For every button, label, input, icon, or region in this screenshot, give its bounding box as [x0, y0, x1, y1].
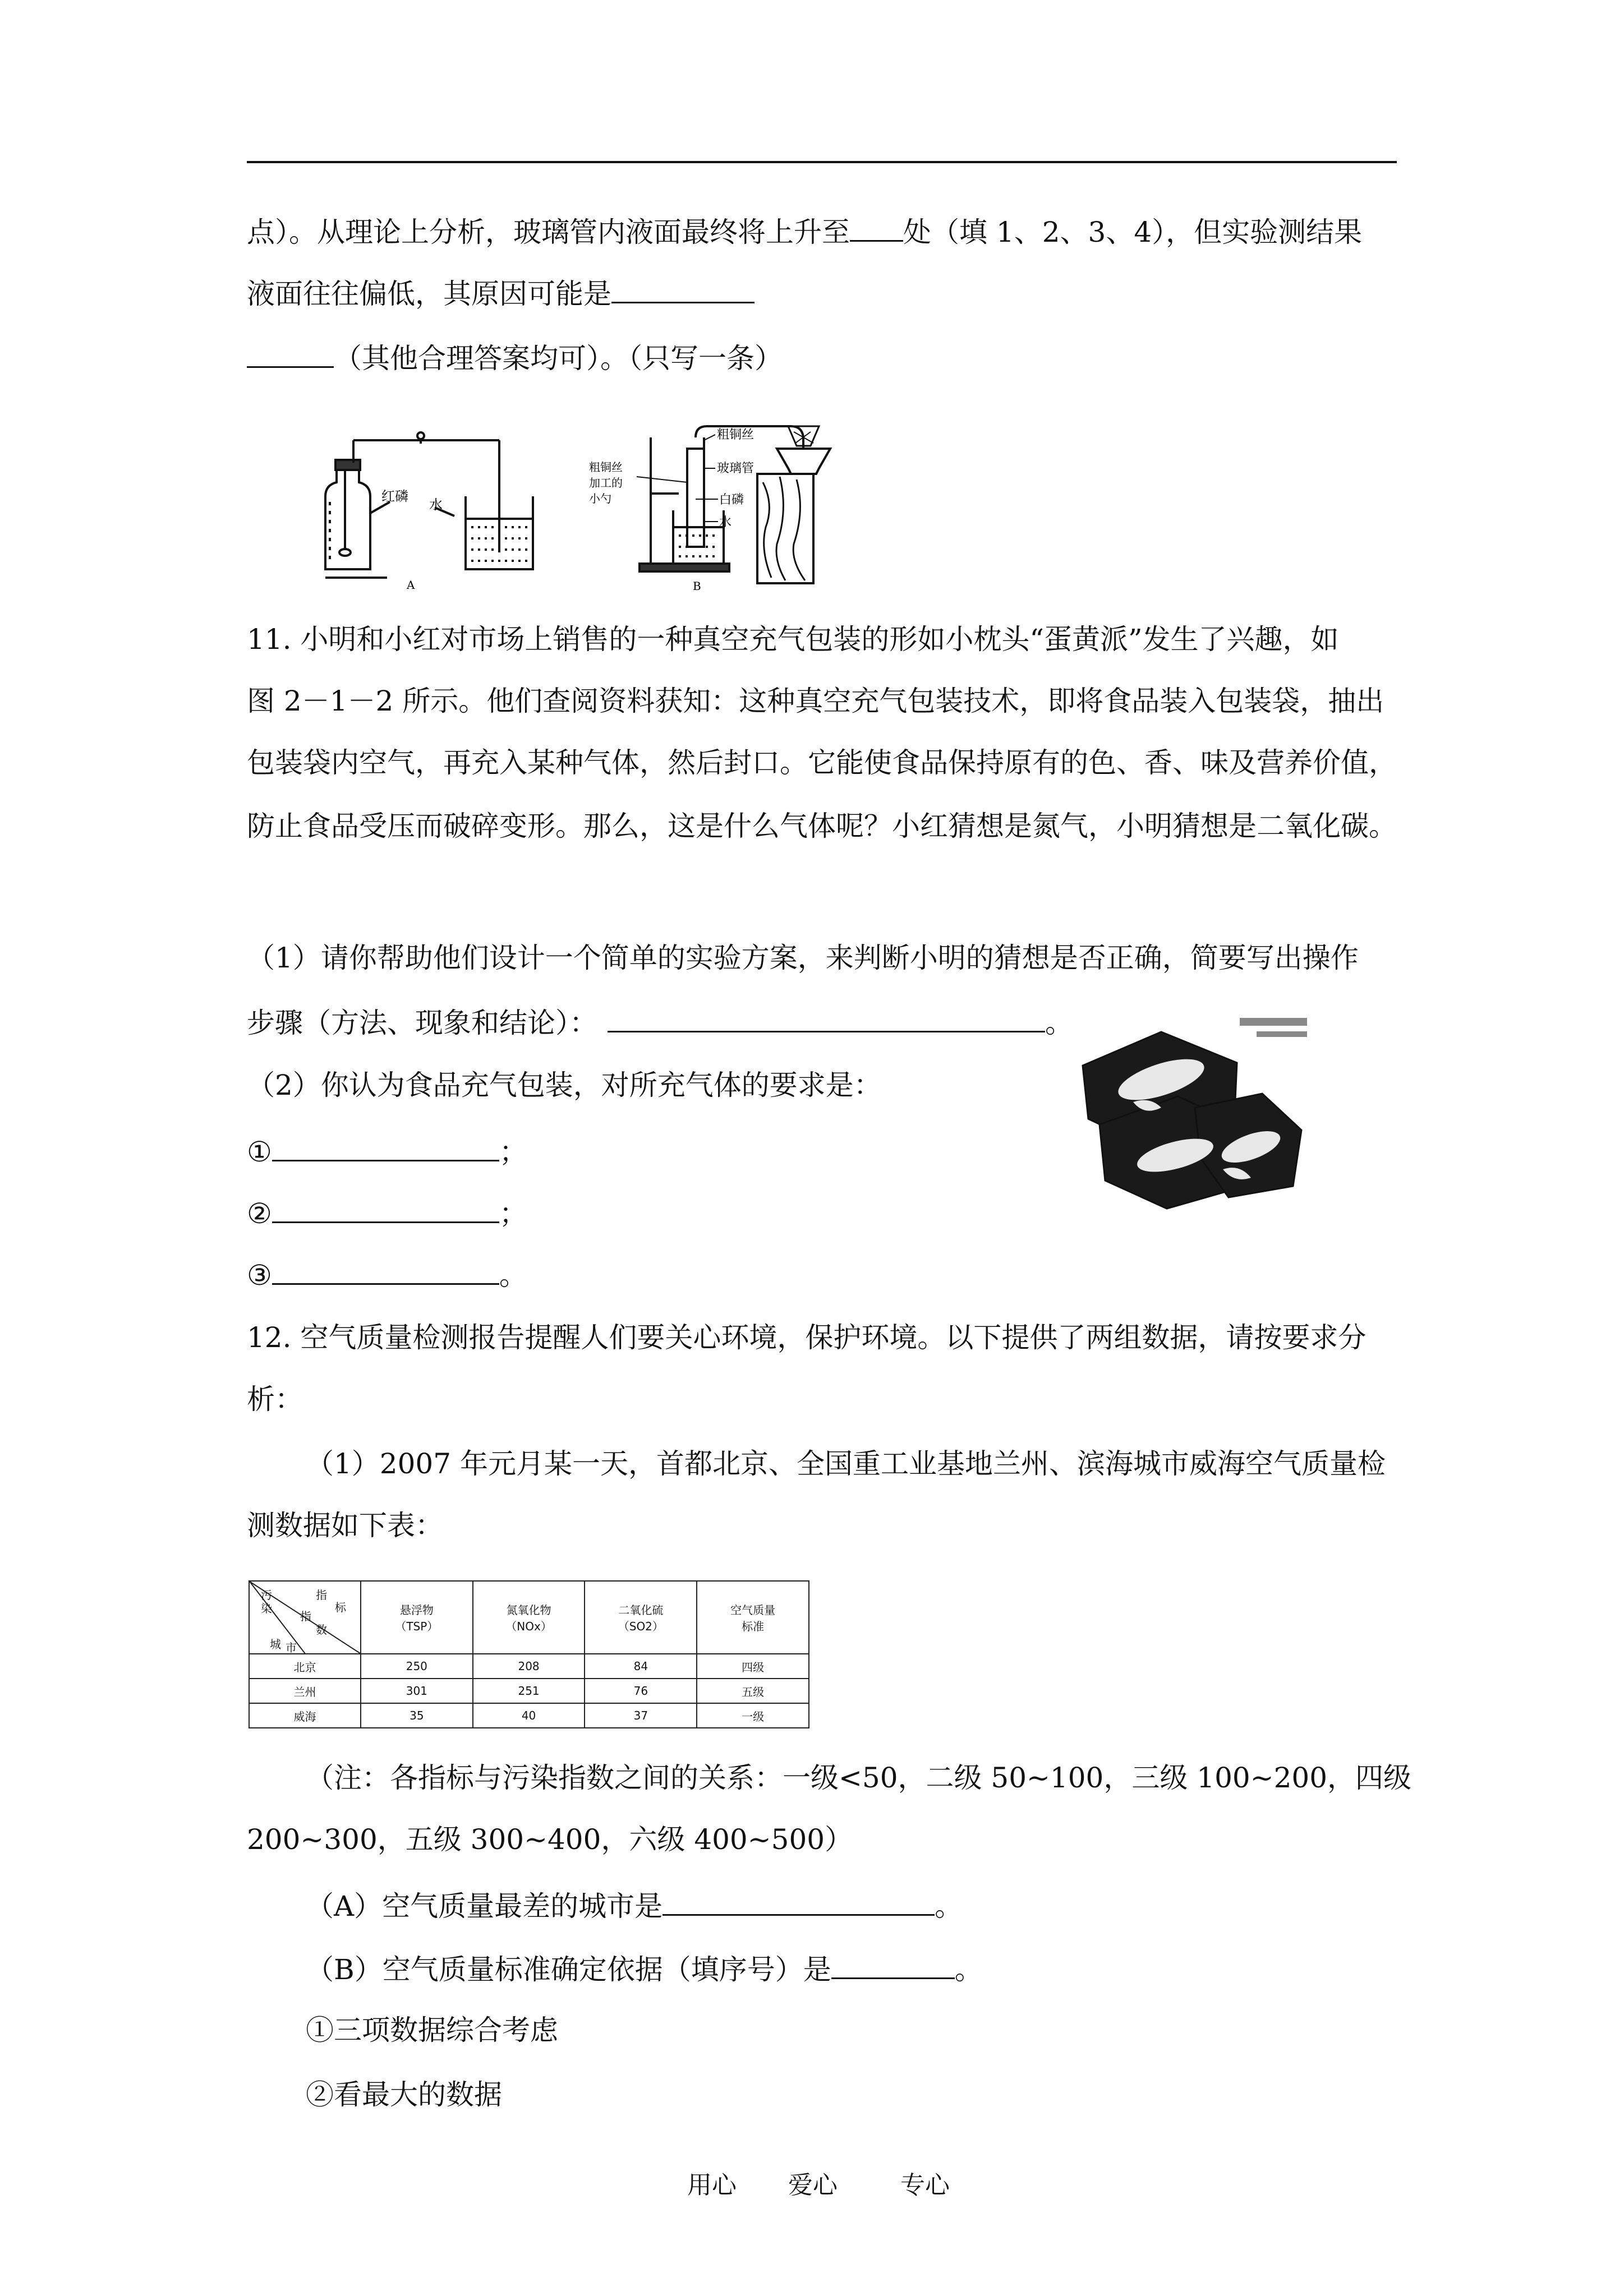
caption-a: A — [407, 578, 415, 592]
air-quality-table — [249, 1580, 809, 1728]
q12-line2: 析： — [247, 1383, 303, 1416]
label-red-phosphorus: 红磷 — [381, 488, 408, 504]
header-grade: 空气质量 标准 — [697, 1581, 809, 1654]
table-row: 威海 35 40 37 一级 — [249, 1703, 809, 1728]
q12-sub1-line1: （1）2007 年元月某一天，首都北京、全国重工业基地兰州、滨海城市威海空气质量检 — [306, 1447, 1386, 1480]
header-nox: 氮氧化物 （NOx） — [473, 1581, 585, 1654]
answer-blank[interactable] — [850, 213, 903, 242]
food-package-image — [1066, 1018, 1313, 1220]
q11-line2: 图 2－1－2 所示。他们查阅资料获知：这种真空充气包装技术，即将食品装入包装袋，抽出 — [247, 685, 1384, 717]
q12-option-2: ②看最大的数据 — [306, 2078, 502, 2111]
q12-line1: 12. 空气质量检测报告提醒人们要关心环境，保护环境。以下提供了两组数据，请按要求分 — [247, 1321, 1367, 1354]
label-small-spoon: 小勺 — [589, 492, 611, 505]
header-so2: 二氧化硫 （SO2） — [585, 1581, 697, 1654]
answer-blank[interactable] — [831, 1951, 955, 1979]
q10-line2: 液面往往偏低，其原因可能是 — [247, 275, 755, 311]
apparatus-figure-a — [314, 429, 550, 592]
q11-sub1-line1: （1）请你帮助他们设计一个简单的实验方案，来判断小明的猜想是否正确，简要写出操作 — [247, 942, 1359, 974]
answer-blank[interactable] — [663, 1887, 935, 1916]
table-row: 北京 250 208 84 四级 — [249, 1654, 809, 1679]
answer-blank[interactable] — [272, 1133, 499, 1161]
q12-question-b: （B）空气质量标准确定依据（填序号）是 。 — [306, 1951, 983, 1986]
q11-sub1-line2: 步骤（方法、现象和结论）： 。 — [247, 1004, 1073, 1040]
q11-line3: 包装袋内空气，再充入某种气体，然后封口。它能使食品保持原有的色、香、味及营养价值， — [247, 746, 1397, 779]
footer-motto-3: 专心 — [900, 2171, 950, 2200]
q11-sub2: （2）你认为食品充气包装，对所充气体的要求是： — [247, 1069, 882, 1101]
header-tsp: 悬浮物 （TSP） — [361, 1581, 473, 1654]
q11-item2: ② ； — [247, 1195, 527, 1230]
label-copper-wire: 粗铜丝 — [717, 428, 755, 442]
label-white-phosphorus: 白磷 — [719, 493, 744, 507]
answer-blank[interactable] — [272, 1195, 499, 1223]
answer-blank[interactable] — [272, 1256, 499, 1285]
q12-note-line2: 200~300，五级 300~400，六级 400~500） — [247, 1823, 853, 1856]
q11-item1: ① ； — [247, 1133, 527, 1169]
q11-item3: ③ 。 — [247, 1256, 527, 1292]
answer-blank[interactable] — [608, 1004, 1045, 1032]
q11-line1: 11. 小明和小红对市场上销售的一种真空充气包装的形如小枕头“蛋黄派”发生了兴趣，如 — [247, 623, 1339, 656]
table-corner-cell: 污 染 指 标 指 数 城 市 — [249, 1581, 361, 1654]
q12-sub1-line2: 测数据如下表： — [247, 1509, 443, 1542]
footer-motto-2: 爱心 — [788, 2171, 838, 2200]
label-processed: 加工的 — [589, 476, 623, 490]
q12-note-line1: （注：各指标与污染指数之间的关系：一级<50，二级 50~100，三级 100~200，四级 — [306, 1762, 1412, 1794]
answer-blank[interactable] — [611, 275, 755, 303]
answer-blank[interactable] — [247, 339, 334, 368]
label-water: 水 — [429, 497, 443, 513]
table-row: 兰州 301 251 76 五级 — [249, 1679, 809, 1703]
q10-line3: （其他合理答案均可）。（只写一条） — [247, 339, 783, 375]
q10-line1: 点）。从理论上分析，玻璃管内液面最终将上升至 处（填 1、2、3、4），但实验测结果 — [247, 213, 1362, 249]
header-rule — [247, 161, 1397, 163]
apparatus-figure-b — [583, 415, 875, 594]
label-coarse-copper: 粗铜丝 — [589, 460, 623, 474]
q12-question-a: （A）空气质量最差的城市是 。 — [306, 1887, 963, 1923]
label-glass-tube: 玻璃管 — [717, 462, 755, 476]
q12-option-1: ①三项数据综合考虑 — [306, 2014, 558, 2046]
q11-line4: 防止食品受压而破碎变形。那么，这是什么气体呢？小红猜想是氮气，小明猜想是二氧化碳。 — [247, 810, 1397, 842]
label-water-b: 水 — [719, 515, 732, 529]
caption-b: B — [693, 579, 701, 593]
footer-motto-1: 用心 — [687, 2171, 737, 2200]
